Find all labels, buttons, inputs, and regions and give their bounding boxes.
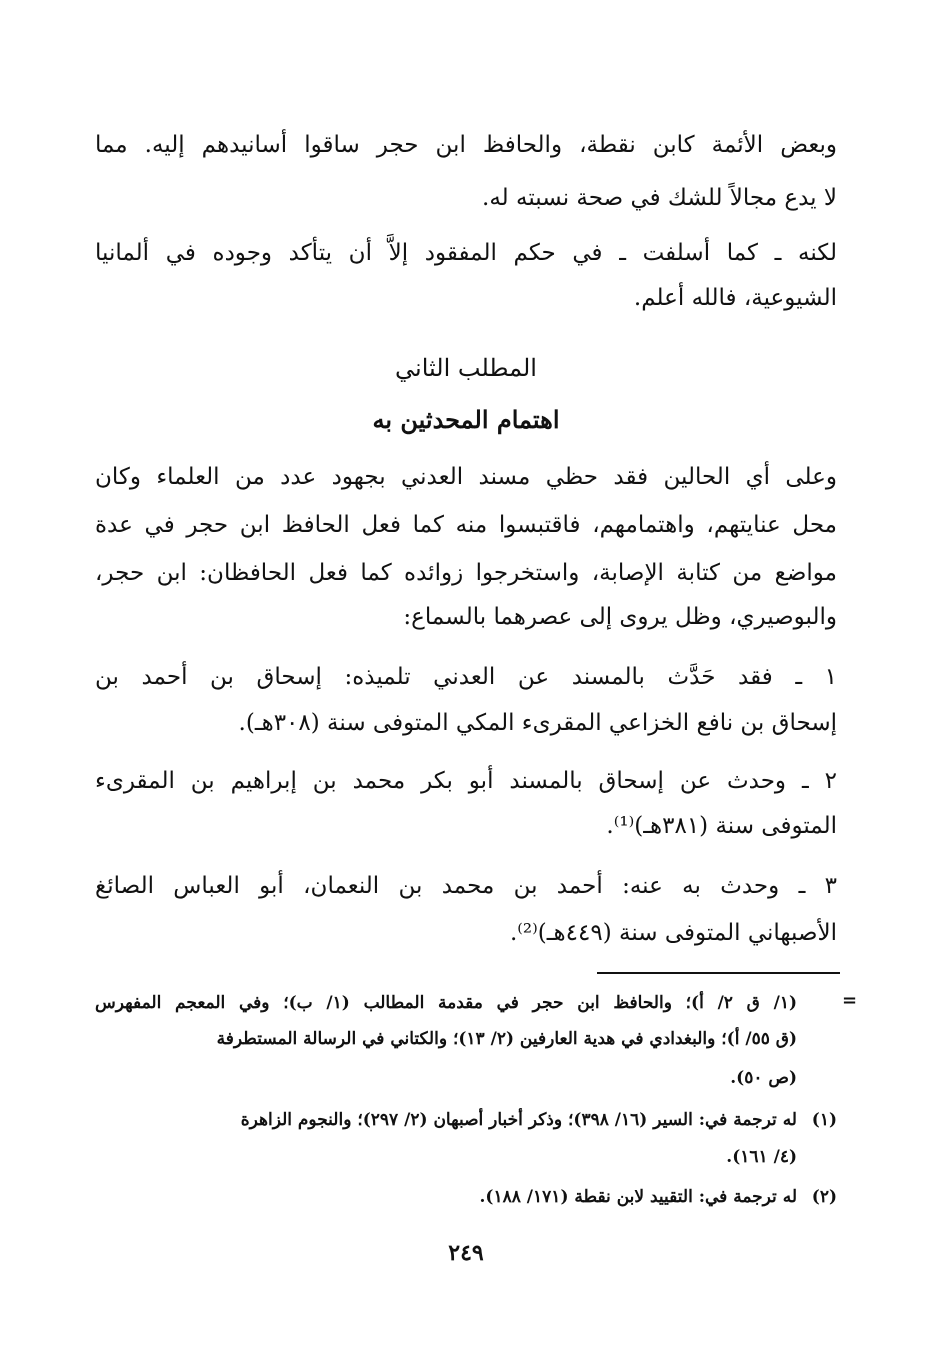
footnote-text: (٤/ ١٦١). [726,1147,797,1167]
body-line: ٢ ـ وحدث عن إسحاق بالمسند أبو بكر محمد بن إبراهيم بن المقرىء [95,768,837,794]
body-line: ٣ ـ وحدث به عنه: أحمد بن محمد بن النعمان، أبو العباس الصائغ [95,873,837,899]
body-line: لكنه ـ كما أسلفت ـ في حكم المفقود إلاَّ أن يتأكد وجوده في ألمانيا [95,240,837,266]
body-line: مواضع من كتابة الإصابة، واستخرجوا زوائده كما فعل الحافظان: ابن حجر، [95,560,837,586]
footnote-line [95,1024,837,1056]
section-heading: المطلب الثاني [395,354,537,382]
footnote-line [95,1063,837,1095]
body-line: لا يدع مجالاً للشك في صحة نسبته له. [482,185,837,211]
footnote-line [95,988,837,1020]
footnote-text: له ترجمة في: السير (١٦/ ٣٩٨)؛ وذكر أخبار أصبهان (٢/ ٢٩٧)؛ والنجوم الزاهرة [240,1110,797,1130]
footnote-text: له ترجمة في: التقييد لابن نقطة (١٧١/ ١٨٨). [479,1187,797,1207]
footnote-marker: (١) [811,1110,837,1130]
body-line: وبعض الأئمة كابن نقطة، والحافظ ابن حجر ساقوا أسانيدهم إليه. مما [95,132,837,158]
body-line: المتوفى سنة (٣٨١هـ)⁽¹⁾. [606,813,837,839]
body-line: والبوصيري، وظل يروى إلى عصرهما بالسماع: [403,604,837,630]
section-subheading: اهتمام المحدثين به [372,405,560,434]
body-line: وعلى أي الحالين فقد حظي مسند العدني بجهود عدد من العلماء وكان [95,464,837,490]
body-line: محل عنايتهم، واهتمامهم، فاقتبسوا منه كما فعل الحافظ ابن حجر في عدة [95,512,837,538]
body-line: ١ ـ فقد حَدَّث بالمسند عن العدني تلميذه: إسحاق بن أحمد بن [95,664,837,690]
footnote-line [95,1182,837,1214]
footnote-continuation-mark: = [842,990,858,1011]
page-number: ٢٤٩ [448,1240,484,1266]
footnote-text: (١/ ق ٢/ أ)؛ والحافظ ابن حجر في مقدمة المطالب (١/ ب)؛ وفي المعجم المفهرس [95,993,797,1013]
body-line: إسحاق بن نافع الخزاعي المقرىء المكي المتوفى سنة (٣٠٨هـ). [238,710,837,736]
footnote-divider [597,972,840,974]
footnote-line [95,1105,837,1137]
footnote-line [95,1142,837,1174]
body-line: الأصبهاني المتوفى سنة (٤٤٩هـ)⁽²⁾. [509,920,837,946]
footnote-text: (ص ٥٠). [730,1068,797,1088]
body-line: الشيوعية، فالله أعلم. [633,285,837,311]
footnote-marker: (٢) [811,1187,837,1207]
footnote-text: (ق ٥٥/ أ)؛ والبغدادي في هدية العارفين (٢/ ١٣)؛ والكتاني في الرسالة المستطرفة [216,1029,797,1049]
